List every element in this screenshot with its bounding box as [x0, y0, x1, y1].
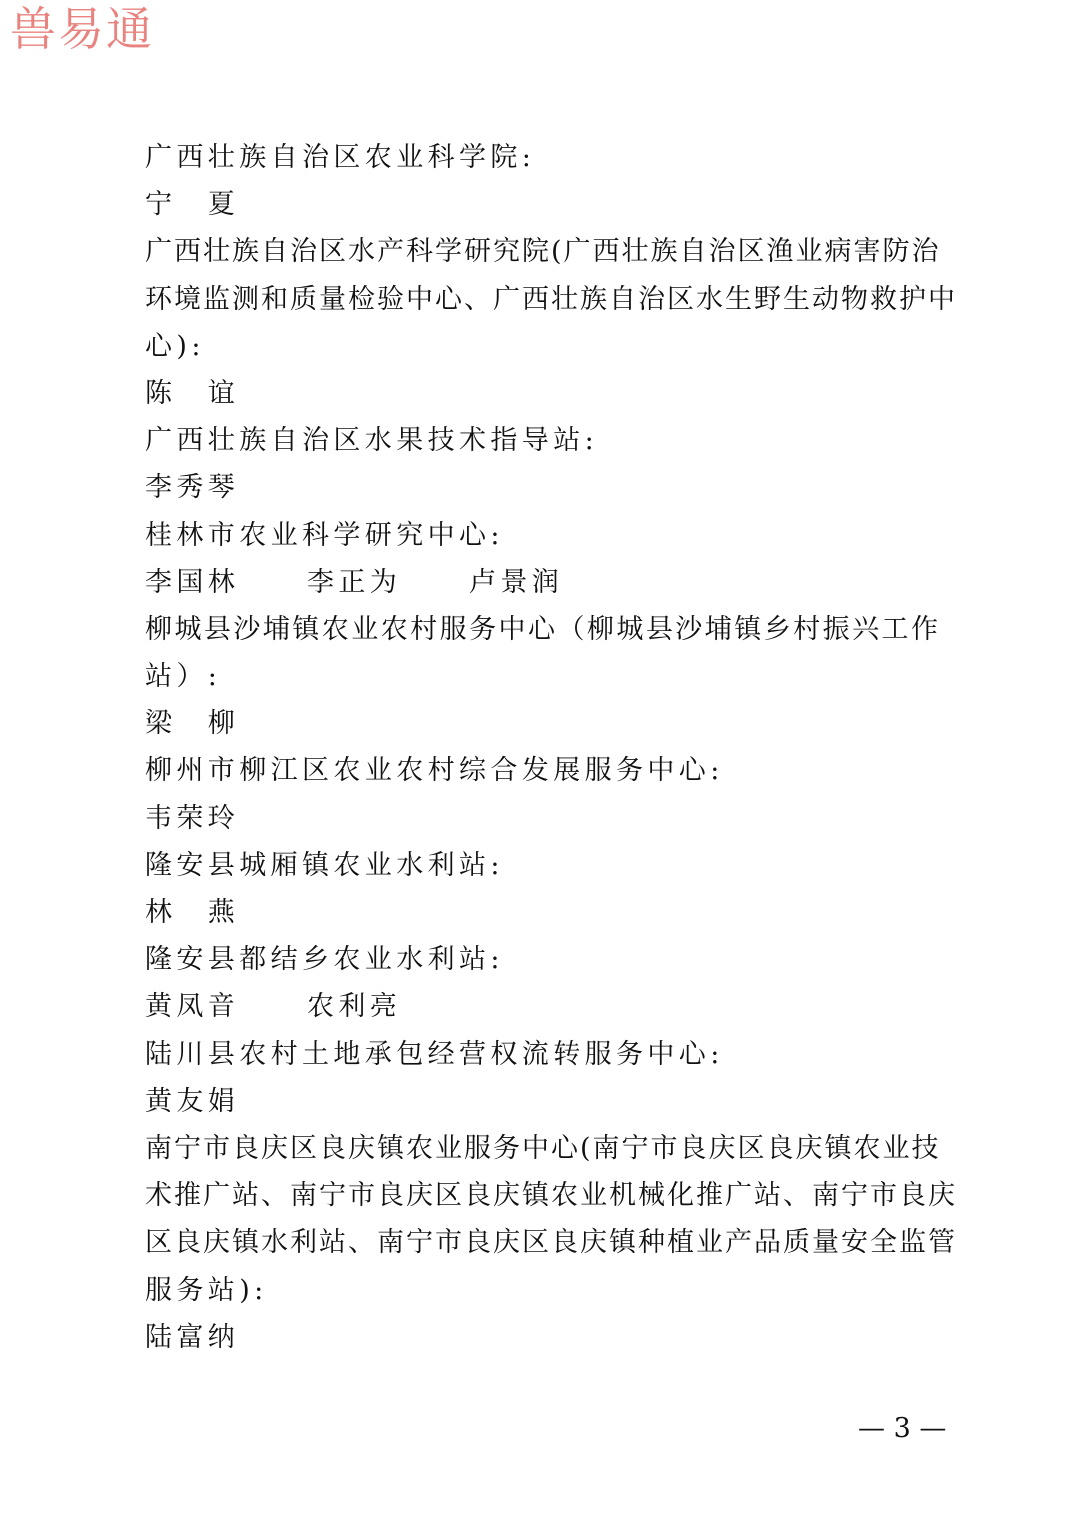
organization-name: 隆安县都结乡农业水利站:: [145, 944, 504, 976]
watermark-logo: 兽易通: [10, 2, 154, 56]
organization-name: 隆安县城厢镇农业水利站:: [145, 849, 504, 881]
entry: [145, 417, 945, 511]
awardee-names: [145, 370, 945, 417]
awardee-names: [145, 889, 945, 936]
awardee-name: 李秀琴: [145, 472, 240, 504]
awardee-name: 陆富纳: [145, 1321, 240, 1353]
awardee-name: 韦荣玲: [145, 802, 240, 834]
awardee-name: 卢景润: [469, 566, 564, 598]
awardee-names: [145, 181, 945, 228]
organization-name: 服务站):: [145, 1274, 268, 1306]
organization-name: 广西壮族自治区水产科学研究院(广西壮族自治区渔业病害防治: [145, 236, 941, 268]
awardee-names: [145, 464, 945, 511]
page-number: — 3 —: [858, 1413, 947, 1444]
awardee-names: [145, 559, 945, 606]
entry: [145, 842, 945, 936]
awardee-name: 陈 谊: [145, 377, 240, 409]
awardee-names: [145, 700, 945, 747]
organization-name: 陆川县农村土地承包经营权流转服务中心:: [145, 1038, 724, 1070]
awardee-name: 黄友娟: [145, 1085, 240, 1117]
entry: [145, 228, 957, 417]
awardee-name: 李正为: [307, 566, 402, 598]
organization-name: 广西壮族自治区水果技术指导站:: [145, 425, 599, 457]
awardee-name: 林 燕: [145, 897, 240, 928]
organization-name: 广西壮族自治区农业科学院:: [145, 142, 536, 173]
awardee-names: [145, 1314, 945, 1361]
awardee-names: [145, 795, 945, 842]
awardee-name: 黄凤音: [145, 991, 240, 1023]
awardee-name: 李国林: [145, 566, 240, 598]
entry: [145, 747, 945, 841]
entry: [145, 1125, 957, 1361]
entry: [145, 606, 945, 748]
organization-name: 桂林市农业科学研究中心:: [145, 519, 504, 551]
organization-name: 区良庆镇水利站、南宁市良庆区良庆镇种植业产品质量安全监管: [145, 1227, 957, 1259]
entry: [145, 134, 945, 228]
organization-name: 站）:: [145, 661, 222, 693]
entry: [145, 936, 945, 1030]
organization-name: 心):: [145, 330, 205, 362]
awardee-names: [145, 1078, 945, 1125]
organization-name: 柳城县沙埔镇农业农村服务中心（柳城县沙埔镇乡村振兴工作: [145, 613, 940, 645]
awardee-name: 梁 柳: [145, 708, 240, 740]
organization-name: 南宁市良庆区良庆镇农业服务中心(南宁市良庆区良庆镇农业技: [145, 1132, 941, 1164]
organization-name: 环境监测和质量检验中心、广西壮族自治区水生野生动物救护中: [145, 283, 957, 315]
organization-name: 术推广站、南宁市良庆区良庆镇农业机械化推广站、南宁市良庆: [145, 1180, 957, 1212]
document-body: [145, 134, 957, 1361]
awardee-name: 宁 夏: [145, 189, 240, 221]
entry: [145, 512, 945, 606]
awardee-names: [145, 983, 945, 1030]
organization-name: 柳州市柳江区农业农村综合发展服务中心:: [145, 755, 724, 787]
entry: [145, 1031, 945, 1125]
awardee-name: 农利亮: [307, 991, 402, 1023]
